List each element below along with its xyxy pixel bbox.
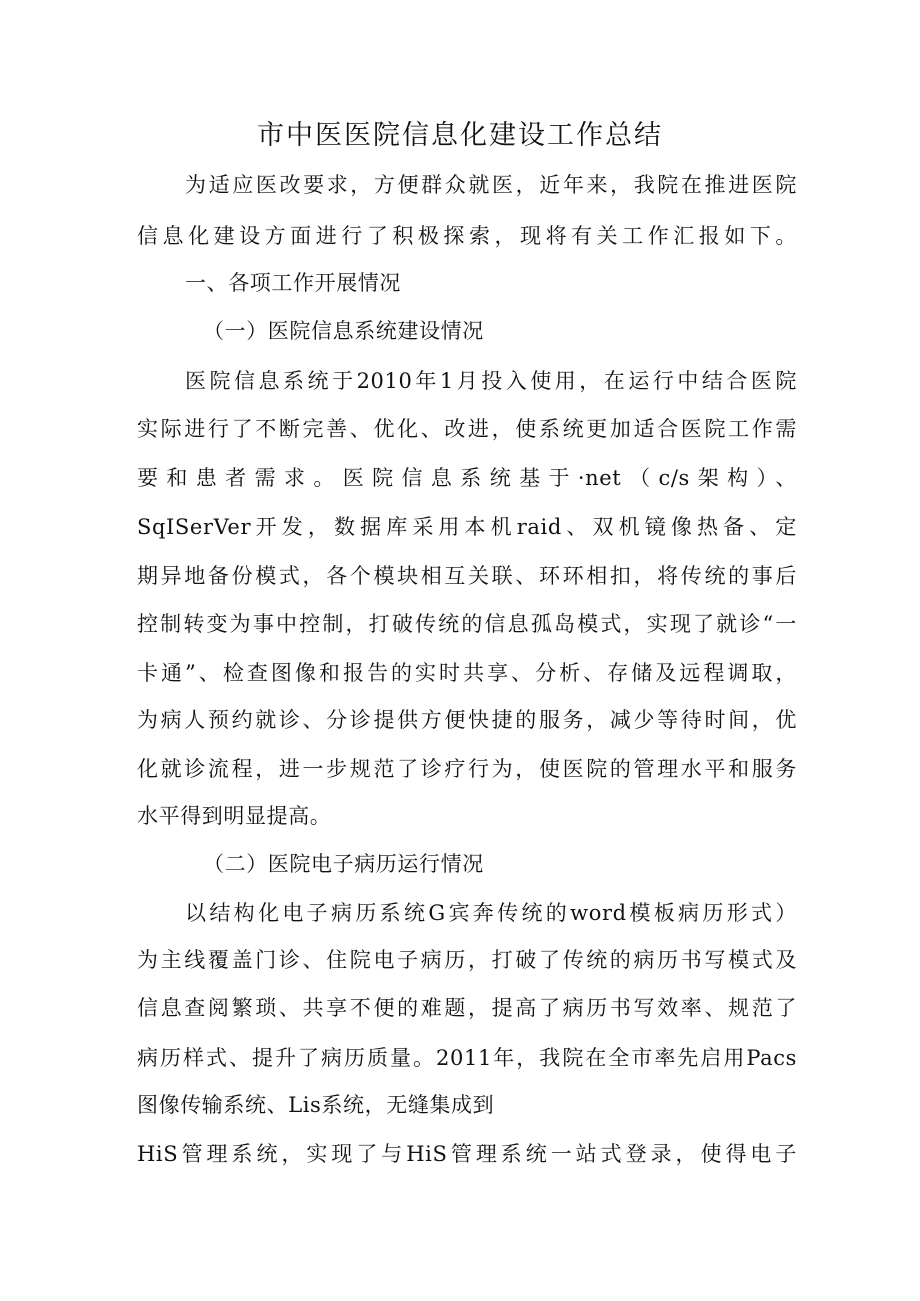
paragraph-line: 水平得到明显提高。 — [137, 804, 332, 828]
paragraph-line: 化就诊流程，进一步规范了诊疗行为，使医院的管理水平和服务 — [137, 757, 797, 781]
paragraph-line: 要和患者需求。医院信息系统基于·net（c/s架构）、 — [137, 466, 797, 490]
paragraph-line: 卡通”、检查图像和报告的实时共享、分析、存储及远程调取， — [137, 661, 797, 685]
paragraph-line: 图像传输系统、Lis系统，无缝集成到 — [137, 1093, 495, 1117]
paragraph-line: 病历样式、提升了病历质量。2011年，我院在全市率先启用Pacs — [137, 1046, 797, 1070]
section-heading: 一、各项工作开展情况 — [185, 271, 401, 295]
paragraph-line: 以结构化电子病历系统G宾奔传统的word模板病历形式） — [185, 901, 797, 925]
paragraph-line: 为主线覆盖门诊、住院电子病历，打破了传统的病历书写模式及 — [137, 948, 797, 972]
paragraph-line: 信息查阅繁琐、共享不便的难题，提高了病历书写效率、规范了 — [137, 996, 797, 1020]
paragraph-line: 医院信息系统于2010年1月投入使用，在运行中结合医院 — [185, 369, 797, 393]
paragraph-line: SqISerVer开发，数据库采用本机raid、双机镜像热备、定 — [137, 515, 797, 539]
subsection-heading: （二）医院电子病历运行情况 — [203, 852, 484, 876]
paragraph-line: 信息化建设方面进行了积极探索，现将有关工作汇报如下。 — [137, 224, 797, 248]
paragraph-line: HiS管理系统，实现了与HiS管理系统一站式登录，使得电子 — [137, 1142, 797, 1166]
document-title: 市中医医院信息化建设工作总结 — [257, 120, 663, 151]
paragraph-line: 期异地备份模式，各个模块相互关联、环环相扣，将传统的事后 — [137, 564, 797, 588]
paragraph-line: 控制转变为事中控制，打破传统的信息孤岛模式，实现了就诊“一 — [137, 612, 797, 636]
paragraph-line: 为病人预约就诊、分诊提供方便快捷的服务，减少等待时间，优 — [137, 708, 797, 732]
paragraph-line: 为适应医改要求，方便群众就医，近年来，我院在推进医院 — [185, 173, 797, 197]
subsection-heading: （一）医院信息系统建设情况 — [203, 319, 484, 343]
paragraph-line: 实际进行了不断完善、优化、改进，使系统更加适合医院工作需 — [137, 417, 797, 441]
